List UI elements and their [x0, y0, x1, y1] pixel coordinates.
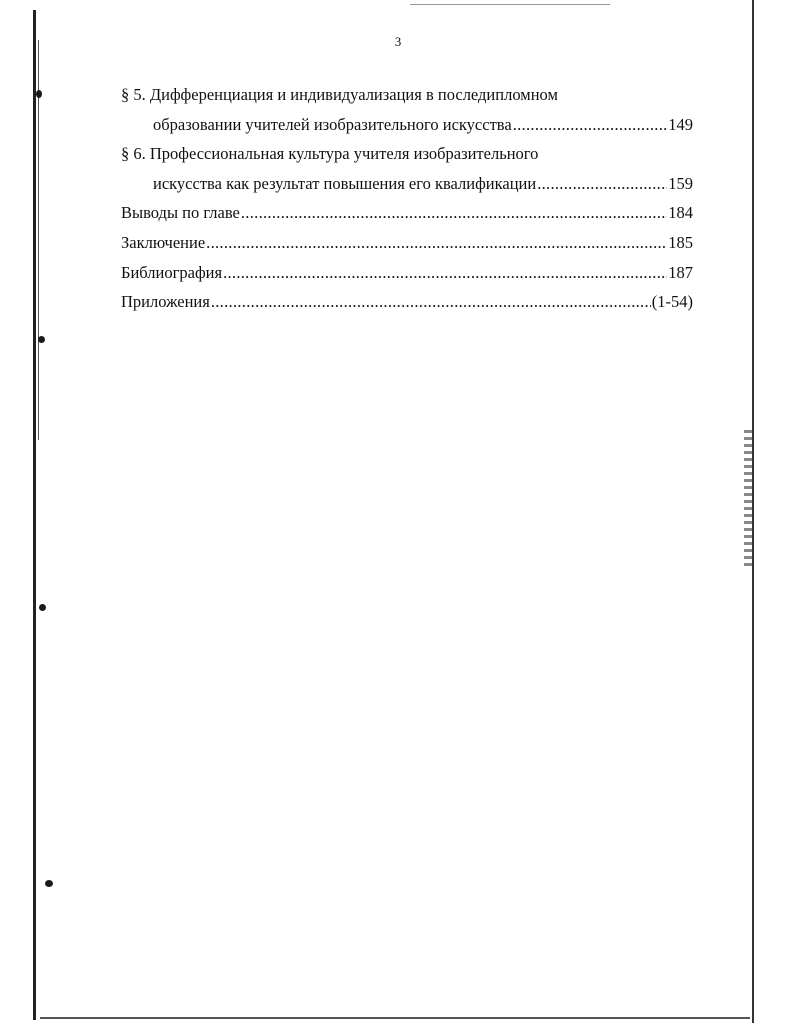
toc-leader-dots — [241, 198, 667, 228]
toc-entry — [121, 80, 693, 110]
toc-entry-page: 149 — [668, 114, 693, 134]
toc-entry — [121, 258, 693, 288]
scan-right-border — [752, 0, 754, 1023]
toc-entry — [121, 169, 693, 199]
toc-leader-dots — [206, 228, 667, 258]
toc-entry-page: 187 — [668, 262, 693, 282]
toc-entry-page: 184 — [668, 203, 693, 223]
scan-left-border — [33, 10, 36, 1020]
toc-entry-page: 159 — [668, 173, 693, 193]
scan-speck — [45, 880, 53, 887]
toc-entry-title: Библиография — [121, 262, 223, 282]
toc-leader-dots — [223, 258, 667, 288]
toc-entry — [121, 287, 693, 317]
scan-left-border-thin — [38, 40, 39, 440]
scan-speck — [39, 604, 46, 611]
scan-top-line — [410, 4, 610, 5]
toc-entry — [121, 110, 693, 140]
scan-right-smudge — [744, 430, 752, 570]
toc-entry-title: Заключение — [121, 232, 206, 252]
toc-entry-title: искусства как результат повышения его квалификации — [153, 173, 537, 193]
page-number: 3 — [394, 34, 402, 49]
scan-speck — [36, 90, 42, 98]
toc-leader-dots — [513, 110, 668, 140]
scan-bottom-line — [40, 1017, 750, 1019]
scan-speck — [38, 336, 45, 343]
toc-entry-title: образовании учителей изобразительного искусства — [153, 114, 512, 134]
toc-entry-title: § 6. Профессиональная культура учителя изобразительного — [121, 144, 539, 164]
toc-entry-page: (1-54) — [651, 292, 693, 312]
toc-entry-title: Выводы по главе — [121, 203, 240, 223]
toc-leader-dots — [211, 287, 651, 317]
toc-entry — [121, 139, 693, 169]
table-of-contents — [121, 80, 693, 317]
toc-leader-dots — [537, 169, 667, 199]
toc-entry-page: 185 — [668, 232, 693, 252]
toc-entry-title: Приложения — [121, 292, 210, 312]
toc-entry — [121, 228, 693, 258]
toc-entry — [121, 198, 693, 228]
toc-entry-title: § 5. Дифференциация и индивидуализация в последипломном — [121, 85, 558, 104]
